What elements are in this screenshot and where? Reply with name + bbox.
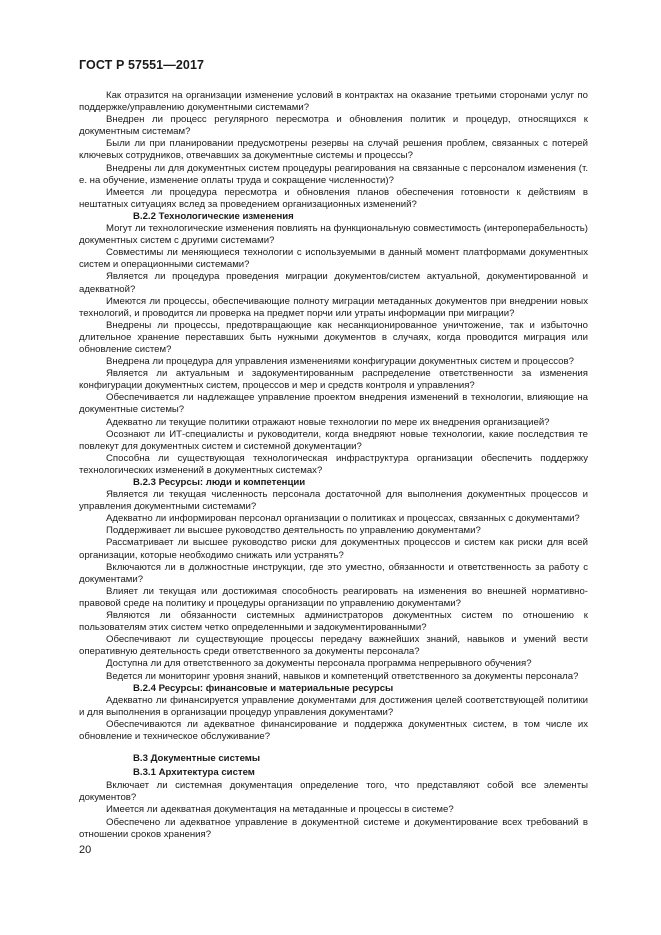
page-number: 20 <box>79 844 92 856</box>
paragraph: Обеспечиваются ли адекватное финансирование и поддержка документных систем, в том числе их обновление и техническое обслуживание? <box>79 718 588 742</box>
paragraph: Обеспечивается ли надлежащее управление проектом внедрения изменений в технологии, влияющие на документные системы? <box>79 392 588 416</box>
paragraph: Влияет ли текущая или достижимая способность реагировать на изменения во внешней нормативно-правовой среде на политику и процедуры организации по управлению документами? <box>79 585 588 609</box>
paragraph: Является ли текущая численность персонала достаточной для выполнения документных процессов и управления документными системами? <box>79 489 588 513</box>
paragraph: Рассматривает ли высшее руководство риски для документных процессов и систем как риски для всей организации, которые необходимо снижать или устранять? <box>79 537 588 561</box>
paragraph: Являются ли обязанности системных администраторов документных систем по отношению к пользователям этих систем четко определенными и задокументированными? <box>79 610 588 634</box>
paragraph: Адекватно ли текущие политики отражают новые технологии по мере их внедрения организацией? <box>106 416 550 428</box>
paragraph: Ведется ли мониторинг уровня знаний, навыков и компетенций ответственного за документы персонала? <box>106 670 579 682</box>
paragraph: Включаются ли в должностные инструкции, где это уместно, обязанности и ответственность за работу с документами? <box>79 561 588 585</box>
paragraph: Совместимы ли меняющиеся технологии с используемыми в данный момент платформами документных систем и операционными системами? <box>79 247 588 271</box>
paragraph: Внедрена ли процедура для управления изменениями конфигурации документных систем и процессов? <box>106 356 574 368</box>
section-heading: В.2.2 Технологические изменения <box>133 210 294 222</box>
paragraph: Осознают ли ИТ-специалисты и руководители, когда внедряют новые технологии, какие последствия те повлекут для документных систем и системной документации? <box>79 428 588 452</box>
paragraph: Поддерживает ли высшее руководство деятельность по управлению документами? <box>106 525 481 537</box>
paragraph: Внедрен ли процесс регулярного пересмотра и обновления политик и процедур, относящихся к документным системам? <box>79 114 588 138</box>
section-heading: В.2.4 Ресурсы: финансовые и материальные ресурсы <box>133 682 394 694</box>
paragraph: Является ли процедура проведения миграции документов/систем актуальной, документированной и адекватной? <box>79 271 588 295</box>
section-heading: В.3.1 Архитектура систем <box>133 767 255 779</box>
paragraph: Имеется ли адекватная документация на метаданные и процессы в системе? <box>106 804 454 816</box>
paragraph: Были ли при планировании предусмотрены резервы на случай решения проблем, связанных с потерей ключевых сотрудников, отвечавших за документные системы и процессы? <box>79 138 588 162</box>
paragraph: Обеспечено ли адекватное управление в документной системе и документирование всех требований в отношении сроков хранения? <box>79 816 588 840</box>
paragraph: Способна ли существующая технологическая инфраструктура организации обеспечить поддержку технологических изменений в документных системах? <box>79 452 588 476</box>
paragraph: Внедрены ли для документных систем процедуры реагирования на связанные с персоналом изменения (т. е. на обучение, изменение оплаты труда и сокращение численности)? <box>79 162 588 186</box>
paragraph: Могут ли технологические изменения повлиять на функциональную совместимость (интероперабельность) документных систем с другими системами? <box>79 223 588 247</box>
paragraph: Включает ли системная документация определение того, что представляют собой все элементы документов? <box>79 780 588 804</box>
section-heading: В.3 Документные системы <box>133 753 261 765</box>
paragraph: Является ли актуальным и задокументированным распределение ответственности за изменения конфигурации документных систем, процессов и мер и средств контроля и управления? <box>79 368 588 392</box>
paragraph: Имеется ли процедура пересмотра и обновления планов обеспечения готовности к действиям в нештатных ситуациях вслед за проведением организационных изменений? <box>79 186 588 210</box>
paragraph: Как отразится на организации изменение условий в контрактах на оказание третьими сторонами услуг по поддержке/управлению документными системами? <box>79 90 588 114</box>
paragraph: Внедрены ли процессы, предотвращающие как несанкционированное уничтожение, так и избыточно длительное хранение переставших быть нужными документов в случаях, когда проводится миграция или обновление систем? <box>79 319 588 355</box>
paragraph: Обеспечивают ли существующие процессы передачу важнейших знаний, навыков и умений вести оперативную деятельность среди ответственного за документы персонала? <box>79 634 588 658</box>
paragraph: Доступна ли для ответственного за документы персонала программа непрерывного обучения? <box>106 658 532 670</box>
section-heading: В.2.3 Ресурсы: люди и компетенции <box>133 477 306 488</box>
standard-header: ГОСТ Р 57551—2017 <box>79 58 205 72</box>
paragraph: Адекватно ли информирован персонал организации о политиках и процессах, связанных с документами? <box>106 513 580 525</box>
paragraph: Адекватно ли финансируется управление документами для достижения целей соответствующей политики и для выполнения в организации процедур управления документами? <box>79 694 588 718</box>
document-body <box>79 90 588 841</box>
paragraph: Имеются ли процессы, обеспечивающие полноту миграции метаданных документов при внедрении новых технологий, и проводится ли проверка на предмет порчи или утраты информации при миграции? <box>79 295 588 319</box>
